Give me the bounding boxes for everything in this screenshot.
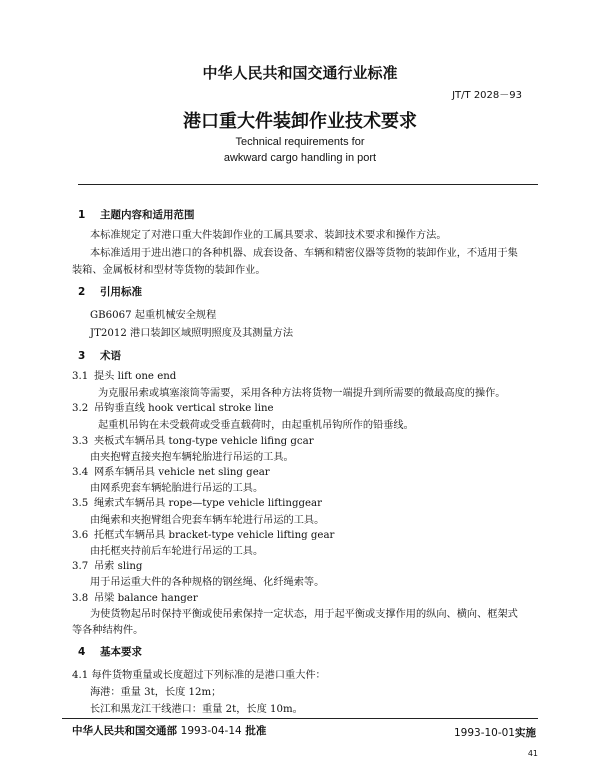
section-4-number: 4 xyxy=(78,646,86,658)
term-3-4-title: 网系车辆吊具 vehicle net sling gear xyxy=(94,467,270,478)
term-3-7-definition: 用于吊运重大件的各种规格的钢丝绳、化纤绳索等。 xyxy=(90,577,325,588)
term-3-4-heading xyxy=(72,463,270,478)
reference-jt2012: JT2012 港口装卸区域照明照度及其测量方法 xyxy=(90,328,294,339)
term-3-7-title: 吊索 sling xyxy=(94,561,143,572)
section-2-number: 2 xyxy=(78,286,86,298)
term-3-8-definition-line-1: 为使货物起吊时保持平衡或使吊索保持一定状态，用于起平衡或支撑作用的纵向、横向、框架式 xyxy=(90,609,518,620)
term-3-2-heading xyxy=(72,399,274,414)
issuer: 中华人民共和国交通部 xyxy=(72,725,177,737)
section-1-para-1: 本标准规定了对港口重大件装卸作业的工属具要求、装卸技术要求和操作方法。 xyxy=(90,230,447,241)
section-1-para-2-line-2: 装箱、金属板材和型材等货物的装卸作业。 xyxy=(72,265,266,276)
section-1-title: 主题内容和适用范围 xyxy=(100,209,195,221)
term-3-3-definition: 由夹抱臂直接夹抱车辆轮胎进行吊运的工具。 xyxy=(90,452,294,463)
effective-date: 1993-10-01 xyxy=(453,727,515,739)
term-3-2-title: 吊钩垂直线 hook vertical stroke line xyxy=(94,403,274,414)
standard-title: 中华人民共和国交通行业标准 xyxy=(202,64,398,82)
term-3-5-title: 绳索式车辆吊具 rope—type vehicle liftinggear xyxy=(94,498,322,509)
english-title-line-1: Technical requirements for xyxy=(235,136,365,148)
term-3-4-definition: 由网系兜套车辆轮胎进行吊运的工具。 xyxy=(90,483,264,494)
section-2-title: 引用标准 xyxy=(100,286,142,298)
term-3-5-definition: 由绳索和夹抱臂组合兜套车辆车轮进行吊运的工具。 xyxy=(90,515,325,526)
clause-4-1: 4.1 每件货物重量或长度超过下列标准的是港口重大件： xyxy=(72,670,326,681)
section-4-title: 基本要求 xyxy=(100,646,142,658)
term-3-8-definition-line-2: 等各种结构件。 xyxy=(72,625,144,636)
term-3-1-definition: 为克服吊索或填塞滚筒等需要，采用各种方法将货物一端提升到所需要的微最高度的操作。 xyxy=(98,388,506,399)
term-3-6-definition: 由托框夹持前后车轮进行吊运的工具。 xyxy=(90,546,264,557)
standard-code: JT/T 2028－93 xyxy=(452,90,522,101)
effective-statement xyxy=(454,725,536,740)
term-3-5-number: 3.5 xyxy=(72,498,89,509)
issue-statement xyxy=(72,723,266,738)
english-title-line-2: awkward cargo handling in port xyxy=(223,152,377,164)
clause-4-1-river-port: 长江和黑龙江干线港口：重量 2t，长度 10m。 xyxy=(90,704,303,715)
term-3-4-number: 3.4 xyxy=(72,467,89,478)
term-3-3-title: 夹板式车辆吊具 tong-type vehicle lifing gcar xyxy=(94,436,314,447)
section-3-number: 3 xyxy=(78,350,86,362)
term-3-1-number: 3.1 xyxy=(72,371,89,382)
section-3-title: 术语 xyxy=(100,350,121,362)
term-3-2-definition: 起重机吊钩在未受载荷或受垂直载荷时，由起重机吊钩所作的铅垂线。 xyxy=(98,420,414,431)
section-1-number: 1 xyxy=(78,209,86,221)
term-3-8-title: 吊梁 balance hanger xyxy=(94,593,198,604)
clause-4-1-sea-port: 海港：重量 3t，长度 12m； xyxy=(90,687,222,698)
section-1-heading xyxy=(78,207,195,222)
page-number: 41 xyxy=(527,749,538,758)
term-3-1-heading xyxy=(72,367,176,382)
effective-label: 实施 xyxy=(515,727,536,739)
footer-divider xyxy=(62,718,538,719)
term-3-8-heading xyxy=(72,589,198,604)
issue-date: 1993-04-14 xyxy=(180,725,242,737)
issue-label: 批准 xyxy=(245,725,267,737)
document-title: 港口重大件装卸作业技术要求 xyxy=(183,111,417,132)
term-3-7-heading xyxy=(72,557,142,572)
term-3-7-number: 3.7 xyxy=(72,561,89,572)
header-divider xyxy=(78,184,538,185)
term-3-2-number: 3.2 xyxy=(72,403,89,414)
term-3-3-heading xyxy=(72,432,314,447)
section-2-heading xyxy=(78,284,142,299)
term-3-5-heading xyxy=(72,494,322,509)
term-3-6-number: 3.6 xyxy=(72,530,89,541)
section-4-heading xyxy=(78,644,142,659)
term-3-1-title: 提头 lift one end xyxy=(94,371,177,382)
term-3-6-heading xyxy=(72,526,334,541)
term-3-3-number: 3.3 xyxy=(72,436,89,447)
reference-gb6067: GB6067 起重机械安全规程 xyxy=(90,310,217,321)
section-1-para-2-line-1: 本标准适用于进出港口的各种机器、成套设备、车辆和精密仪器等货物的装卸作业，不适用于集 xyxy=(90,248,518,259)
section-3-heading xyxy=(78,348,121,363)
term-3-6-title: 托框式车辆吊具 bracket-type vehicle lifting gear xyxy=(94,530,335,541)
term-3-8-number: 3.8 xyxy=(72,593,89,604)
